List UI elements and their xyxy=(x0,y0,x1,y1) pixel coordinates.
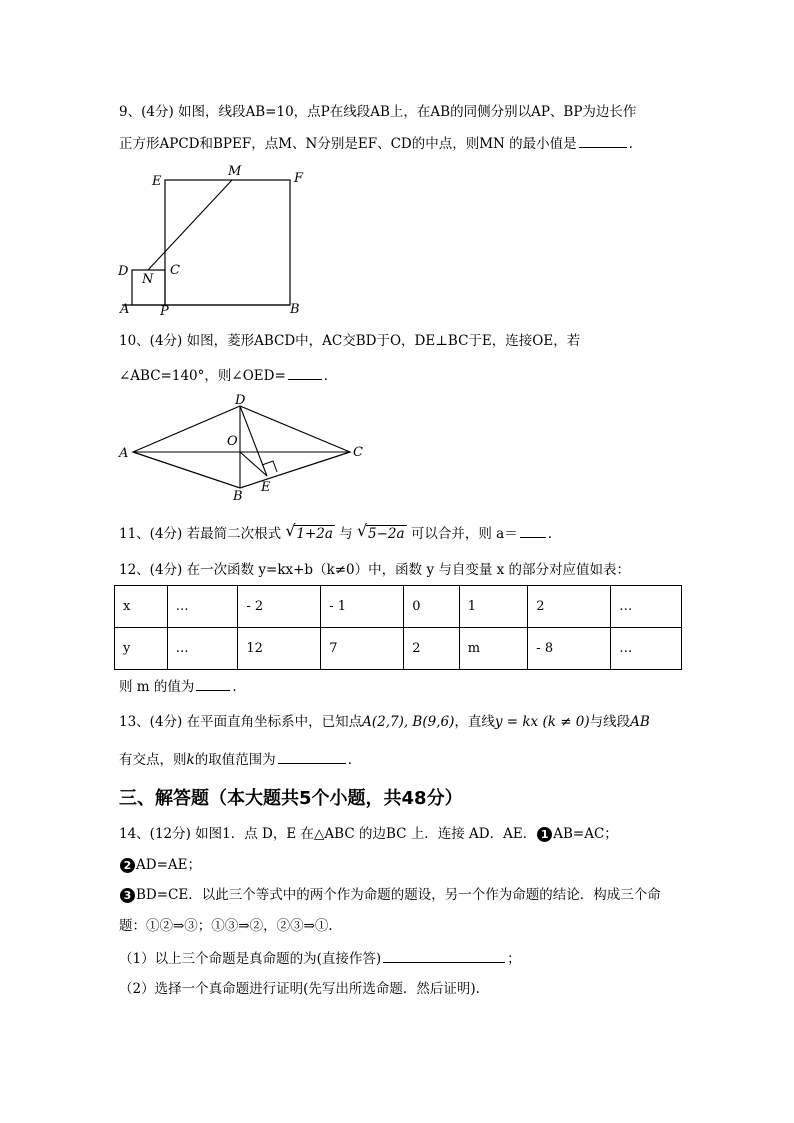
q12-table xyxy=(114,585,682,670)
rhombus-abcd xyxy=(133,406,350,488)
label-o10: O xyxy=(227,434,238,449)
q12-after-text: 则 m 的值为 xyxy=(119,679,195,695)
table-cell: 7 xyxy=(321,628,404,670)
table-cell: 12 xyxy=(238,628,321,670)
q11-end: . xyxy=(547,526,553,542)
q10-line1: 10、(4分) 如图，菱形ABCD中，AC交BD于O，DE⊥BC于E，连接OE，若 xyxy=(119,333,581,349)
q13-k: k xyxy=(186,752,195,768)
table-cell: … xyxy=(611,628,682,670)
q13-seg: AB xyxy=(630,714,650,730)
q12-text: 12、(4分) 在一次函数 y=kx+b（k≠0）中，函数 y 与自变量 x 的部分对应值如表： xyxy=(119,562,631,578)
q11-suffix: 可以合并，则 a＝ xyxy=(410,526,518,542)
q14-sub2: （2）选择一个真命题进行证明(先写出所选命题．然后证明). xyxy=(119,981,480,997)
table-cell: … xyxy=(611,586,682,628)
q14-text-2: AD=AE； xyxy=(136,857,201,873)
q14-text-3: BD=CE．以此三个等式中的两个作为命题的题设，另一个作为命题的结论．构成三个命 xyxy=(136,887,661,903)
label-m: M xyxy=(228,164,242,179)
label-a: A xyxy=(120,302,130,317)
q13-points: A(2,7), B(9,6) xyxy=(362,714,455,730)
table-cell: - 1 xyxy=(321,586,404,628)
q10-line2 xyxy=(119,366,328,385)
q10-answer-blank[interactable] xyxy=(288,366,322,380)
q13-text-d: 有交点，则 xyxy=(119,752,187,768)
q11-radicand-2: 5−2a xyxy=(368,526,405,542)
table-cell: … xyxy=(167,586,238,628)
label-a10: A xyxy=(119,446,129,461)
label-e: E xyxy=(152,174,162,189)
q9-line2 xyxy=(119,134,633,153)
circle-2-marker: 2 xyxy=(120,858,135,873)
table-cell: 2 xyxy=(528,586,611,628)
q13-line1 xyxy=(119,713,650,731)
q11-radicand-1: 1+2a xyxy=(296,526,333,542)
q13-answer-blank[interactable] xyxy=(278,750,346,764)
table-cell: y xyxy=(115,628,168,670)
section-heading: 三、解答题（本大题共5个小题，共48分） xyxy=(119,788,463,809)
q12-after-end: . xyxy=(232,679,237,695)
q14-sub1-end: ； xyxy=(507,951,521,967)
q11-mid: 与 xyxy=(339,526,353,542)
q13-text-e: 的取值范围为 xyxy=(194,752,276,768)
square-bpef xyxy=(165,180,290,305)
segment-de xyxy=(240,406,267,476)
q11-answer-blank[interactable] xyxy=(520,524,546,538)
q9-answer-blank[interactable] xyxy=(579,134,627,148)
q11-radical-2: √ 5−2a xyxy=(357,521,405,542)
label-d10: D xyxy=(235,393,246,408)
label-f: F xyxy=(294,171,304,186)
label-e10: E xyxy=(261,480,271,495)
label-n: N xyxy=(142,272,154,287)
table-cell: - 8 xyxy=(528,628,611,670)
label-p: P xyxy=(160,304,169,319)
q9-figure xyxy=(110,160,330,320)
q14-line3 xyxy=(119,886,661,904)
table-cell: … xyxy=(167,628,238,670)
circle-1-marker: 1 xyxy=(537,827,552,842)
segment-mn xyxy=(148,180,232,270)
q13-text-a: 13、(4分) 在平面直角坐标系中，已知点 xyxy=(119,714,363,730)
q13-line-eq: y = kx (k ≠ 0) xyxy=(494,714,590,730)
label-c: C xyxy=(170,263,180,278)
table-cell: 1 xyxy=(459,586,528,628)
q14-line4: 题：①②⇒③；①③⇒②，②③⇒①. xyxy=(119,918,333,934)
q13-end: . xyxy=(347,752,352,768)
q14-sub1-text: （1）以上三个命题是真命题的为(直接作答) xyxy=(119,951,382,967)
label-c10: C xyxy=(353,445,363,460)
q10-line2-text: ∠ABC=140°，则∠OED= xyxy=(119,368,286,384)
circle-3-marker: 3 xyxy=(120,888,135,903)
table-row xyxy=(115,586,682,628)
label-b: B xyxy=(290,302,300,317)
q9-line2-end: . xyxy=(628,136,633,152)
q13-text-b: ，直线 xyxy=(454,714,495,730)
q9-line1: 9、(4分) 如图，线段AB=10，点P在线段AB上，在AB的同侧分别以AP、BP为边长作 xyxy=(119,104,637,120)
q10-line2-end: . xyxy=(323,368,329,384)
q14-line1 xyxy=(119,825,618,843)
table-cell: m xyxy=(459,628,528,670)
q11-line xyxy=(119,521,553,543)
q14-sub1 xyxy=(119,949,521,968)
q14-text-1b: AB=AC； xyxy=(553,826,618,842)
q10-figure xyxy=(115,392,375,504)
table-cell: 0 xyxy=(404,586,460,628)
table-cell: 2 xyxy=(404,628,460,670)
q13-line2 xyxy=(119,750,352,769)
q11-radical-1: √ 1+2a xyxy=(285,521,333,542)
q12-after xyxy=(119,677,237,696)
q9-line2-text: 正方形APCD和BPEF，点M、N分别是EF、CD的中点，则MN 的最小值是 xyxy=(119,136,577,152)
q11-prefix: 11、(4分) 若最简二次根式 xyxy=(119,526,282,542)
q12-answer-blank[interactable] xyxy=(196,677,230,691)
q14-line2 xyxy=(119,856,201,874)
table-cell: x xyxy=(115,586,168,628)
q13-text-c: 与线段 xyxy=(589,714,631,730)
q14-answer-blank[interactable] xyxy=(383,949,505,963)
table-row xyxy=(115,628,682,670)
q14-text-1: 14、(12分) 如图1．点 D，E 在△ABC 的边BC 上．连接 AD．AE． xyxy=(119,826,537,842)
label-d: D xyxy=(118,264,129,279)
label-b10: B xyxy=(233,489,243,504)
table-cell: - 2 xyxy=(238,586,321,628)
